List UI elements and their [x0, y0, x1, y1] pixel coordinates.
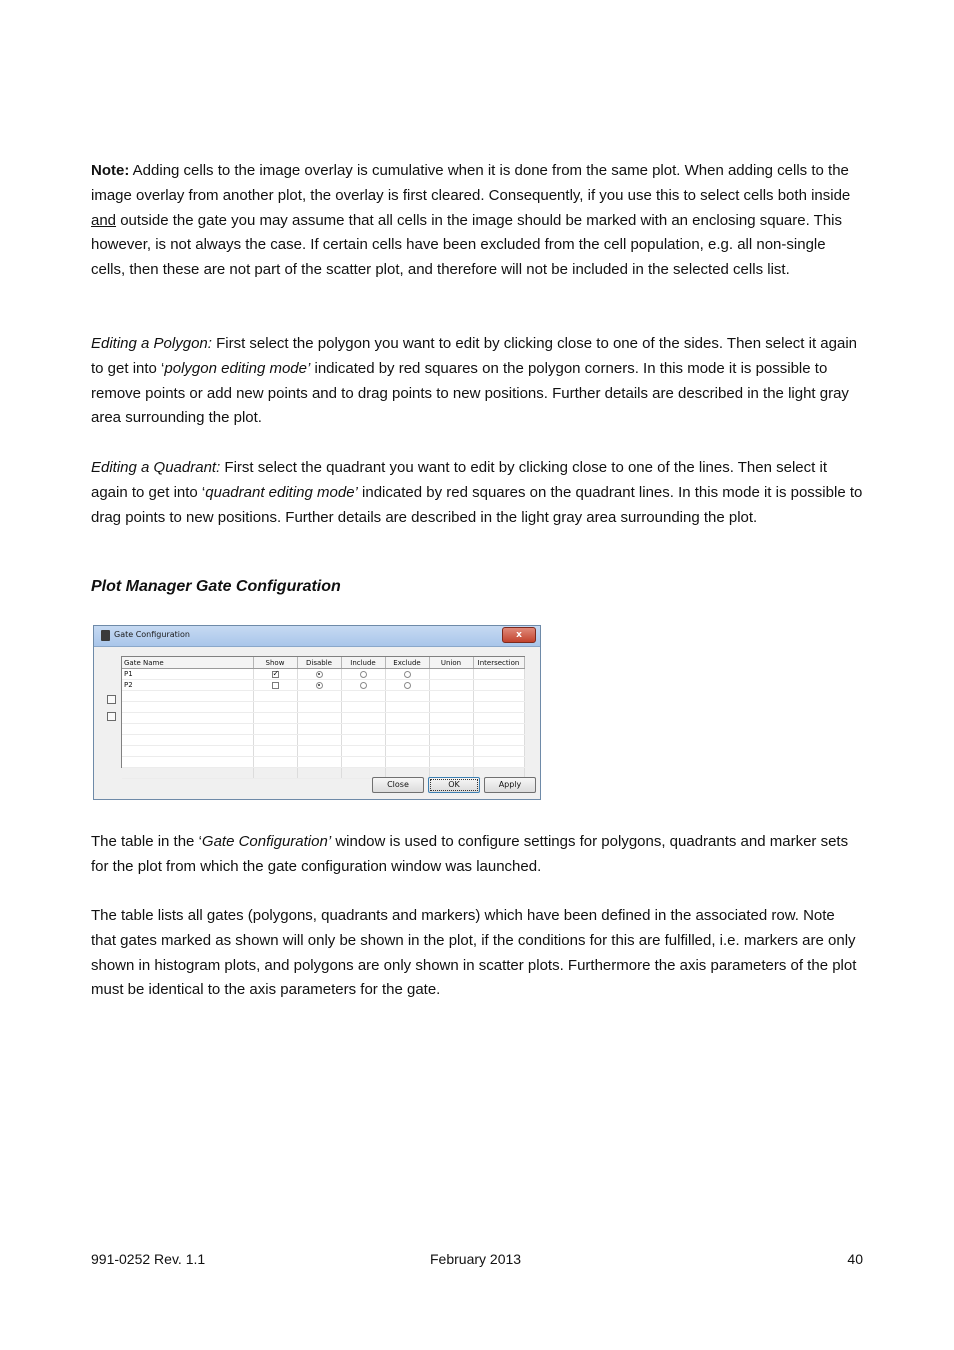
table-cell [429, 757, 473, 768]
gate-name-cell [122, 757, 253, 768]
table-cell [429, 746, 473, 757]
exclude-radio[interactable] [404, 671, 411, 678]
gate-name-cell [122, 768, 253, 779]
table-cell [253, 735, 297, 746]
polygon-mode: polygon editing mode’ [164, 359, 311, 377]
show-cell[interactable] [253, 669, 297, 680]
quadrant-label: Editing a Quadrant: [91, 459, 221, 476]
footer-date: February 2013 [430, 1251, 522, 1267]
dialog-title: Gate Configuration [114, 630, 190, 639]
exclude-cell[interactable] [385, 669, 429, 680]
gate-name-cell[interactable]: P1 [122, 669, 253, 680]
table-cell [297, 757, 341, 768]
exclude-radio[interactable] [404, 682, 411, 689]
table-cell[interactable] [429, 669, 473, 680]
table-cell [341, 691, 385, 702]
note-text-1: Adding cells to the image overlay is cumulative when it is done from the same plot. When adding cells to the image overlay from another plot, the overlay is first cleared. Consequently, if you use this to select cells both inside [91, 162, 851, 204]
column-header[interactable]: Show [253, 657, 297, 669]
table-cell [341, 702, 385, 713]
table-cell [429, 713, 473, 724]
disable-cell[interactable] [297, 680, 341, 691]
dialog-client [99, 647, 535, 794]
table-cell [253, 746, 297, 757]
quadrant-paragraph [91, 456, 863, 530]
gate-name-cell [122, 702, 253, 713]
table-cell [341, 735, 385, 746]
table-cell [473, 757, 524, 768]
note-underlined: and [91, 211, 117, 229]
table-cell [253, 713, 297, 724]
table-cell [473, 724, 524, 735]
include-radio[interactable] [360, 682, 367, 689]
column-header[interactable]: Include [341, 657, 385, 669]
table-cell [429, 724, 473, 735]
polygon-text-2: indicated by red squares on the polygon corners. In this mode it is possible to remove points or add new points and to drag points to new positions. Further details are described in the light gray area surrounding the plot. [91, 359, 849, 427]
table-cell [297, 702, 341, 713]
table-row[interactable] [122, 746, 524, 757]
gate-table [121, 656, 525, 768]
close-icon[interactable]: x [502, 627, 536, 643]
quadrant-mode: quadrant editing mode’ [205, 483, 358, 501]
table-row[interactable] [122, 757, 524, 768]
table-cell [385, 746, 429, 757]
table-cell[interactable] [473, 680, 524, 691]
include-cell[interactable] [341, 669, 385, 680]
table-cell [341, 713, 385, 724]
polygon-paragraph [91, 332, 863, 431]
table-row[interactable] [122, 669, 524, 680]
table-cell [253, 724, 297, 735]
table-cell [385, 757, 429, 768]
table-cell [253, 757, 297, 768]
exclude-cell[interactable] [385, 680, 429, 691]
table-cell [385, 724, 429, 735]
note-paragraph [91, 159, 863, 283]
table-row[interactable] [122, 713, 524, 724]
table-cell [253, 702, 297, 713]
save-icon[interactable] [107, 695, 116, 704]
quadrant-text-1: First select the quadrant you want to edit by clicking close to one of the lines. Then select it again to get into ‘ [91, 459, 827, 501]
gate-name-cell [122, 746, 253, 757]
table-cell [297, 713, 341, 724]
column-header[interactable]: Exclude [385, 657, 429, 669]
column-header[interactable]: Gate Name [122, 657, 253, 669]
gate-name-cell [122, 724, 253, 735]
table-cell [473, 713, 524, 724]
disable-radio[interactable] [316, 671, 323, 678]
show-cell[interactable] [253, 680, 297, 691]
table-cell [297, 735, 341, 746]
table-cell [385, 735, 429, 746]
gate-name-cell [122, 713, 253, 724]
table-cell [385, 713, 429, 724]
note-text-2: outside the gate you may assume that all cells in the image should be marked with an enclosing square. This however, is not always the case. If certain cells have been excluded from the cell population, e.g. all non-single cells, then these are not part of the scatter plot, and therefore will not be included in the selected cells list. [91, 211, 842, 279]
table-cell [297, 724, 341, 735]
table-cell [253, 691, 297, 702]
include-cell[interactable] [341, 680, 385, 691]
show-checkbox[interactable] [272, 682, 279, 689]
table-cell [341, 757, 385, 768]
table-row[interactable] [122, 702, 524, 713]
table-row[interactable] [122, 691, 524, 702]
table-cell [429, 702, 473, 713]
column-header[interactable]: Intersection [473, 657, 524, 669]
ok-label: OK [430, 779, 478, 791]
table-cell [473, 702, 524, 713]
gate-name-cell[interactable]: P2 [122, 680, 253, 691]
disable-cell[interactable] [297, 669, 341, 680]
table-row[interactable] [122, 680, 524, 691]
ok-button[interactable] [428, 777, 480, 793]
dialog-titlebar[interactable] [94, 626, 540, 647]
table-cell [341, 724, 385, 735]
load-icon[interactable] [107, 712, 116, 721]
table-cell [341, 746, 385, 757]
desc1-text-2: window is used to configure settings for polygons, quadrants and marker sets for the plot from which the gate configuration window was launched. [91, 833, 849, 875]
table-row[interactable] [122, 735, 524, 746]
table-cell [473, 691, 524, 702]
table-cell [473, 735, 524, 746]
note-label: Note: [91, 162, 130, 179]
polygon-text-1: First select the polygon you want to edit by clicking close to one of the sides. Then select it again to get into ‘ [91, 335, 858, 377]
table-cell [473, 746, 524, 757]
footer-page-number: 40 [847, 1251, 863, 1267]
section-heading: Plot Manager Gate Configuration [91, 578, 341, 595]
table-cell [297, 691, 341, 702]
table-cell [429, 691, 473, 702]
column-header[interactable]: Union [429, 657, 473, 669]
polygon-label: Editing a Polygon: [91, 335, 212, 352]
description-paragraph-2: The table lists all gates (polygons, quadrants and markers) which have been defined in the associated row. Note that gates marked as shown will only be shown in the plot, if the conditions for this are fulfilled, i.e. markers are only shown in histogram plots, and polygons are only shown in scatter plots. Furthermore the axis parameters of the plot must be identical to the axis parameters for the gate. [91, 907, 857, 999]
footer-doc-id: 991-0252 Rev. 1.1 [91, 1251, 206, 1267]
table-cell[interactable] [429, 680, 473, 691]
close-button[interactable]: Close [372, 777, 424, 793]
table-cell [429, 735, 473, 746]
disable-radio[interactable] [316, 682, 323, 689]
table-cell [253, 768, 297, 779]
description-paragraph-1 [91, 830, 863, 880]
show-checkbox[interactable] [272, 671, 279, 678]
table-cell [385, 691, 429, 702]
table-row[interactable] [122, 724, 524, 735]
apply-button[interactable]: Apply [484, 777, 536, 793]
table-cell[interactable] [473, 669, 524, 680]
gate-configuration-dialog [93, 625, 541, 800]
table-cell [297, 768, 341, 779]
include-radio[interactable] [360, 671, 367, 678]
table-cell [385, 702, 429, 713]
app-icon [101, 630, 110, 641]
gate-name-cell [122, 691, 253, 702]
column-header[interactable]: Disable [297, 657, 341, 669]
desc1-text-1: The table in the ‘ [91, 833, 202, 850]
table-cell [297, 746, 341, 757]
desc1-window: Gate Configuration’ [201, 833, 332, 850]
quadrant-text-2: indicated by red squares on the quadrant lines. In this mode it is possible to drag points to new positions. Further details are described in the light gray area surrounding the plot. [91, 483, 863, 526]
gate-name-cell [122, 735, 253, 746]
